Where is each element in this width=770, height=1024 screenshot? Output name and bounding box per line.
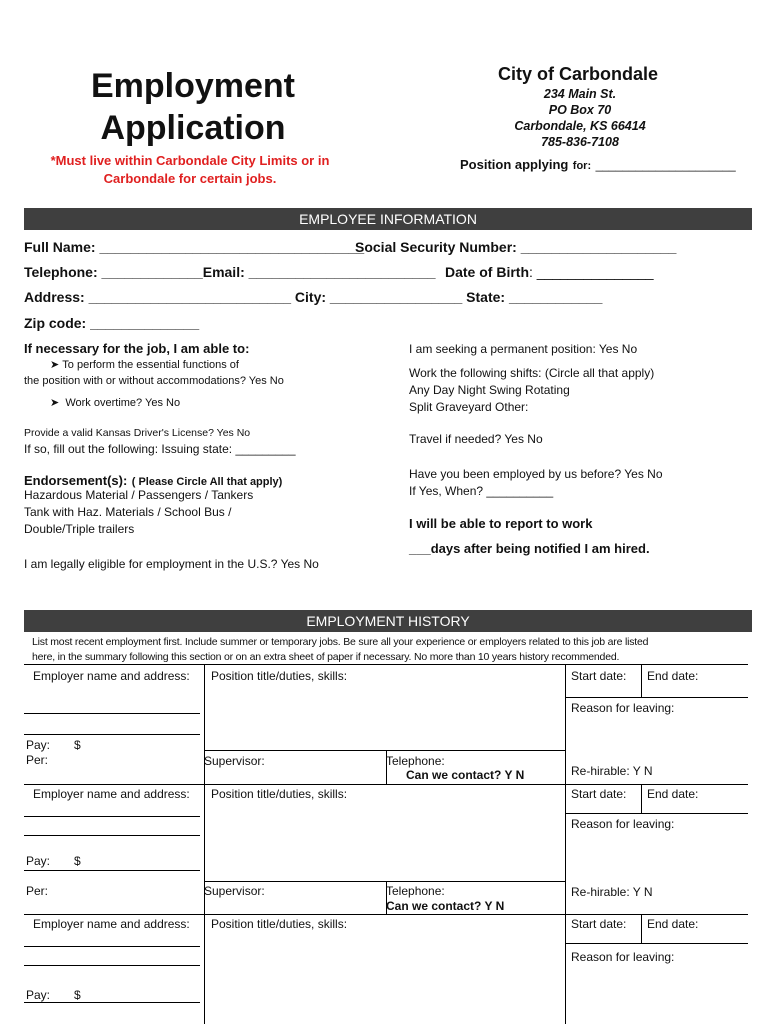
col-divider [204,914,205,1024]
position-duties-label: Position title/duties, skills: [211,669,348,683]
telephone-email-field[interactable]: Telephone: _____________Email: ________________________ [24,264,436,280]
pay-currency: $ [74,738,81,752]
reason-leaving-label: Reason for leaving: [571,950,675,964]
row-rule [204,750,565,751]
endorsement-line-3: Double/Triple trailers [24,522,135,536]
position-applying[interactable] [460,156,736,174]
end-date-label: End date: [647,917,699,931]
row-rule [204,881,565,882]
telephone-label: Telephone: [386,884,445,898]
end-date-label: End date: [647,787,699,801]
position-applying-label: Position applying [460,157,569,172]
employer-blank-line [24,870,200,871]
history-instructions-2: here, in the summary following this section or on an extra sheet of paper if necessary. No more than 10 years history recommended. [32,651,620,663]
row-rule [24,914,748,915]
section-employment-history: EMPLOYMENT HISTORY [24,610,752,632]
employed-before-question: Have you been employed by us before? Yes No [409,467,663,481]
col-divider [641,664,642,698]
dob-blank: : _______________ [529,264,654,280]
employer-blank-line [24,816,200,817]
row-rule [565,943,748,944]
travel-question: Travel if needed? Yes No [409,432,543,446]
col-divider [641,914,642,944]
reason-leaving-label: Reason for leaving: [571,701,675,715]
title-line-2: Application [100,109,286,147]
able-item-2: ➤ Work overtime? Yes No [50,397,181,409]
pay-label: Pay: [26,738,51,752]
pay-currency: $ [74,988,81,1002]
employer-label: Employer name and address: [33,787,190,801]
residency-notice-1: *Must live within Carbondale City Limits or in [50,153,330,168]
history-instructions-1: List most recent employment first. Include summer or temporary jobs. Be sure all your experience or employers related to this job are listed [32,636,649,648]
col-divider [565,914,566,1024]
able-heading: If necessary for the job, I am able to: [24,341,250,356]
contact-question: Can we contact? Y N [406,768,525,782]
position-applying-for: for: [572,160,592,172]
residency-notice-2: Carbondale for certain jobs. [103,171,277,186]
section-employee-information: EMPLOYEE INFORMATION [24,208,752,230]
employer-blank-line [24,946,200,947]
pay-label: Pay: [26,854,51,868]
row-rule [24,784,748,785]
report-to-work-line-2[interactable]: ___days after being notified I am hired. [409,541,650,556]
arrow-bullet-icon: ➤ [50,397,60,409]
shifts-heading: Work the following shifts: (Circle all that apply) [409,366,655,380]
start-date-label: Start date: [571,917,627,931]
endorsement-line-2: Tank with Haz. Materials / School Bus / [24,505,232,519]
zip-code-field[interactable]: Zip code: ______________ [24,315,200,331]
supervisor-label: Supervisor: [204,884,265,898]
employed-when-field[interactable]: If Yes, When? __________ [409,484,554,498]
pay-currency: $ [74,854,81,868]
employer-blank-line [24,965,200,966]
telephone-label: Telephone: [386,754,445,768]
rehirable-label: Re-hirable: Y N [571,885,653,899]
employer-blank-line [24,1002,200,1003]
org-address-line-1: 234 Main St. [543,87,617,101]
title-line-1: Employment [90,67,296,105]
reason-leaving-label: Reason for leaving: [571,817,675,831]
table-top-rule [24,664,748,665]
endorsements-heading: Endorsement(s): ( Please Circle All that apply) [24,473,283,488]
col-divider [641,784,642,814]
col-divider [565,664,566,784]
ssn-field[interactable]: Social Security Number: ____________________ [355,239,677,255]
position-duties-label: Position title/duties, skills: [211,787,348,801]
able-item-1-cont: the position with or without accommodations? Yes No [24,375,284,387]
pay-label: Pay: [26,988,51,1002]
report-to-work-line-1: I will be able to report to work [409,516,593,531]
endorsement-line-1: Hazardous Material / Passengers / Tankers [24,488,254,502]
per-label: Per: [26,753,49,767]
employer-blank-line [24,713,200,714]
issuing-state-field[interactable]: If so, fill out the following: Issuing state: _________ [24,442,296,456]
shifts-options-1: Any Day Night Swing Rotating [409,383,570,397]
arrow-bullet-icon: ➤ [50,359,60,371]
dob-label: Date of Birth [445,264,529,280]
org-name: City of Carbondale [498,64,659,84]
address-city-state-field[interactable]: Address: __________________________ City: _________________ State: ____________ [24,289,603,305]
org-address-line-3: Carbondale, KS 66414 [514,119,646,133]
able-item-1: ➤ To perform the essential functions of [50,359,239,371]
position-duties-label: Position title/duties, skills: [211,917,348,931]
org-address-line-2: PO Box 70 [548,103,612,117]
org-phone: 785-836-7108 [541,135,619,149]
start-date-label: Start date: [571,669,627,683]
row-rule [565,697,748,698]
employer-blank-line [24,835,200,836]
dob-field[interactable] [445,264,654,282]
end-date-label: End date: [647,669,699,683]
per-label: Per: [26,884,49,898]
supervisor-label: Supervisor: [204,754,265,768]
employer-label: Employer name and address: [33,669,190,683]
start-date-label: Start date: [571,787,627,801]
permanent-position-question: I am seeking a permanent position: Yes No [409,342,638,356]
employer-label: Employer name and address: [33,917,190,931]
col-divider [565,784,566,914]
full-name-field[interactable]: Full Name: __________________________________ [24,239,365,255]
eligibility-question: I am legally eligible for employment in the U.S.? Yes No [24,557,319,571]
employer-blank-line [24,734,200,735]
rehirable-label: Re-hirable: Y N [571,764,653,778]
row-rule [565,813,748,814]
contact-question: Can we contact? Y N [386,899,505,913]
license-question: Provide a valid Kansas Driver's License? Yes No [24,427,251,439]
position-applying-blank: _____________________ [595,158,736,172]
shifts-options-2: Split Graveyard Other: [409,400,529,414]
